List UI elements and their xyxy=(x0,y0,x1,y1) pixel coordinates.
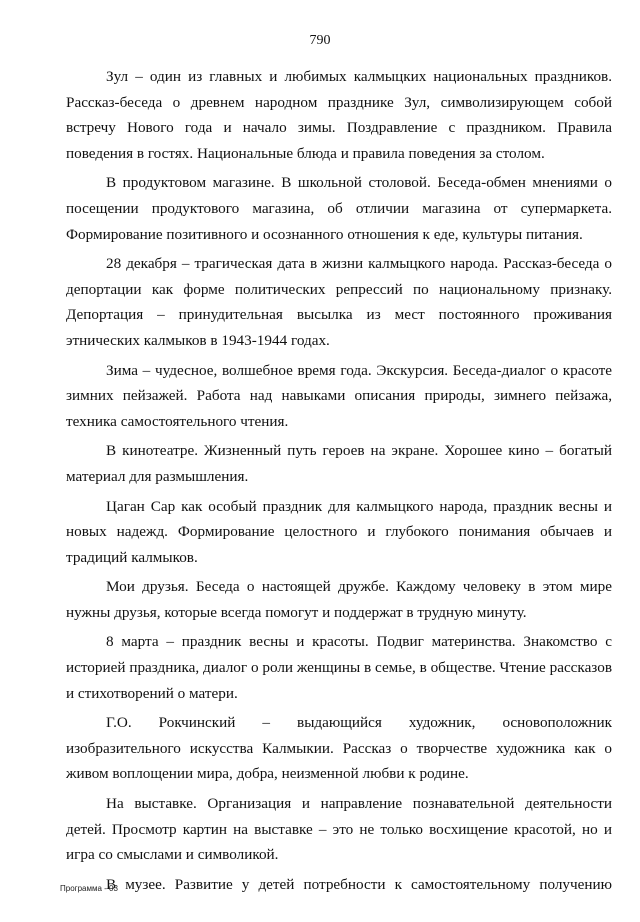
paragraph-march-8: 8 марта – праздник весны и красоты. Подвиг материнства. Знакомство с историей праздника, диалог о роли женщины в семье, в обществе. Чтение рассказов и стихотворений о матери. xyxy=(66,633,612,702)
page-number: 790 xyxy=(309,33,331,48)
paragraph-cinema: В кинотеатре. Жизненный путь героев на экране. Хорошее кино – богатый материал для размышления. xyxy=(66,442,612,485)
paragraph-grocery-store: В продуктовом магазине. В школьной столовой. Беседа-обмен мнениями о посещении продуктового магазина, об отличии магазина от супермаркета. Формирование позитивного и осознанного отношения к еде, культуры питания. xyxy=(66,174,612,243)
body-text xyxy=(66,64,612,901)
paragraph-deportation: 28 декабря – трагическая дата в жизни калмыцкого народа. Рассказ-беседа о депортации как форме политических репрессий по национальному признаку. Депортация – принудительная высылка из мест постоянного проживания этнических калмыков в 1943-1944 годах. xyxy=(66,255,612,349)
paragraph-museum: В музее. Развитие у детей потребности к самостоятельному получению xyxy=(106,875,612,893)
footer-program-label: Программа - 03 xyxy=(60,884,118,893)
paragraph-winter: Зима – чудесное, волшебное время года. Экскурсия. Беседа-диалог о красоте зимних пейзажей. Работа над навыками описания природы, зимнего пейзажа, техника самостоятельного чтения. xyxy=(66,361,612,430)
paragraph-zul: Зул – один из главных и любимых калмыцких национальных праздников. Рассказ-беседа о древнем народном празднике Зул, символизирующем собой встречу Нового года и начало зимы. Поздравление с праздником. Правила поведения в гостях. Национальные блюда и правила поведения за столом. xyxy=(66,68,612,162)
paragraph-tsagan-sar: Цаган Сар как особый праздник для калмыцкого народа, праздник весны и новых надежд. Формирование целостного и глубокого понимания обычаев и традиций калмыков. xyxy=(66,497,612,566)
paragraph-rokchinsky: Г.О. Рокчинский – выдающийся художник, основоположник изобразительного искусства Калмыкии. Рассказ о творчестве художника как о живом воплощении мира, добра, неизменной любви к родине. xyxy=(66,714,612,783)
paragraph-friends: Мои друзья. Беседа о настоящей дружбе. Каждому человеку в этом мире нужны друзья, которые всегда помогут и поддержат в трудную минуту. xyxy=(66,578,612,621)
paragraph-exhibition: На выставке. Организация и направление познавательной деятельности детей. Просмотр картин на выставке – это не только восхищение красотой, но и игра со смыслами и символикой. xyxy=(66,795,612,864)
